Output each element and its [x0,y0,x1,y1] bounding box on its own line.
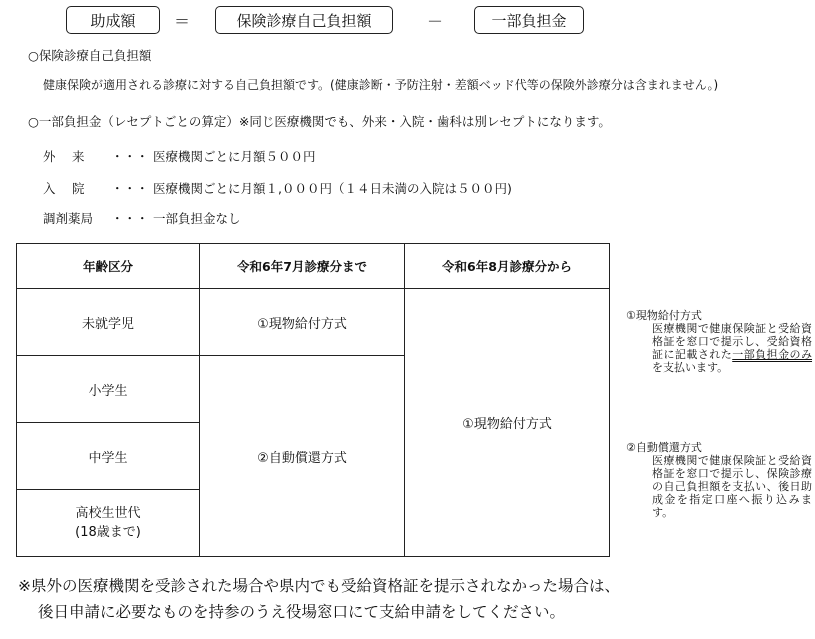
outpatient-dots: ・・・ [110,149,149,164]
pharmacy-dots: ・・・ [110,211,149,226]
note-auto-reimburse-title: ②自動償還方式 [626,441,702,454]
until-july-school: ②自動償還方式 [200,356,405,557]
formula-equals: ＝ [174,12,191,31]
inpatient-dots: ・・・ [110,181,149,196]
age-preschool: 未就学児 [17,289,200,356]
age-high-school-label: 高校生世代 [75,506,141,521]
outpatient-value: 医療機関ごとに月額５００円 [152,149,316,164]
partial-title: ○一部負担金（レセプトごとの算定）※同じ医療機関でも、外来・入院・歯科は別レセプトになります。 [28,114,611,129]
inpatient-value: 医療機関ごとに月額１,０００円（１４日未満の入院は５００円) [152,181,512,196]
footer-line-2: 後日申請に必要なものを持参のうえ役場窓口にて支給申請をしてください。 [38,603,566,621]
pharmacy-value: 一部負担金なし [152,211,241,226]
table-row [17,289,610,356]
note-in-kind-underlined: 一部負担金のみ [732,348,813,361]
pharmacy-row [43,209,240,227]
until-july-preschool: ①現物給付方式 [200,289,405,356]
formula-subsidy-box [66,6,160,34]
self-pay-title: ○保険診療自己負担額 [28,48,152,63]
formula-self-pay-label: 保険診療自己負担額 [236,11,372,30]
pharmacy-label: 調剤薬局 [43,211,94,226]
footer-line-1: ※県外の医療機関を受診された場合や県内でも受給資格証を提示されなかった場合は、 [18,577,620,595]
formula-partial-label: 一部負担金 [491,11,567,30]
table-header-row [17,244,610,289]
note-in-kind-title: ①現物給付方式 [626,309,702,322]
from-august-all: ①現物給付方式 [405,289,610,557]
header-from-august: 令和6年8月診療分から [405,244,610,289]
age-high-school [17,490,200,557]
note-in-kind-text-b: を支払います。 [652,361,729,374]
formula-minus: － [427,12,444,31]
note-in-kind [626,309,812,374]
formula-subsidy-label: 助成額 [90,11,136,30]
benefit-table [16,243,610,557]
formula-self-pay-box [215,6,393,34]
note-auto-reimburse-body: 医療機関で健康保険証と受給資格証を窓口で提示し、保険診療の自己負担額を支払い、後日助成金を指定口座へ振り込みます。 [652,454,812,519]
inpatient-row [43,179,512,197]
age-high-school-limit: (18歳まで) [75,525,141,540]
inpatient-label: 入 院 [43,181,85,196]
age-junior-high: 中学生 [17,423,200,490]
note-in-kind-text-a: 医療機関で健康保険証と受給資格証を窓口で提示し、受給資格証に記載された [652,322,812,361]
age-elementary: 小学生 [17,356,200,423]
outpatient-row [43,147,315,165]
self-pay-description: 健康保険が適用される診療に対する自己負担額です。(健康診断・予防注射・差額ベッド代等の保険外診療分は含まれません。) [43,78,719,92]
header-until-july: 令和6年7月診療分まで [200,244,405,289]
header-age: 年齢区分 [17,244,200,289]
note-auto-reimburse [626,441,812,519]
formula-partial-box [474,6,584,34]
note-in-kind-body [626,322,812,374]
outpatient-label: 外 来 [43,149,85,164]
